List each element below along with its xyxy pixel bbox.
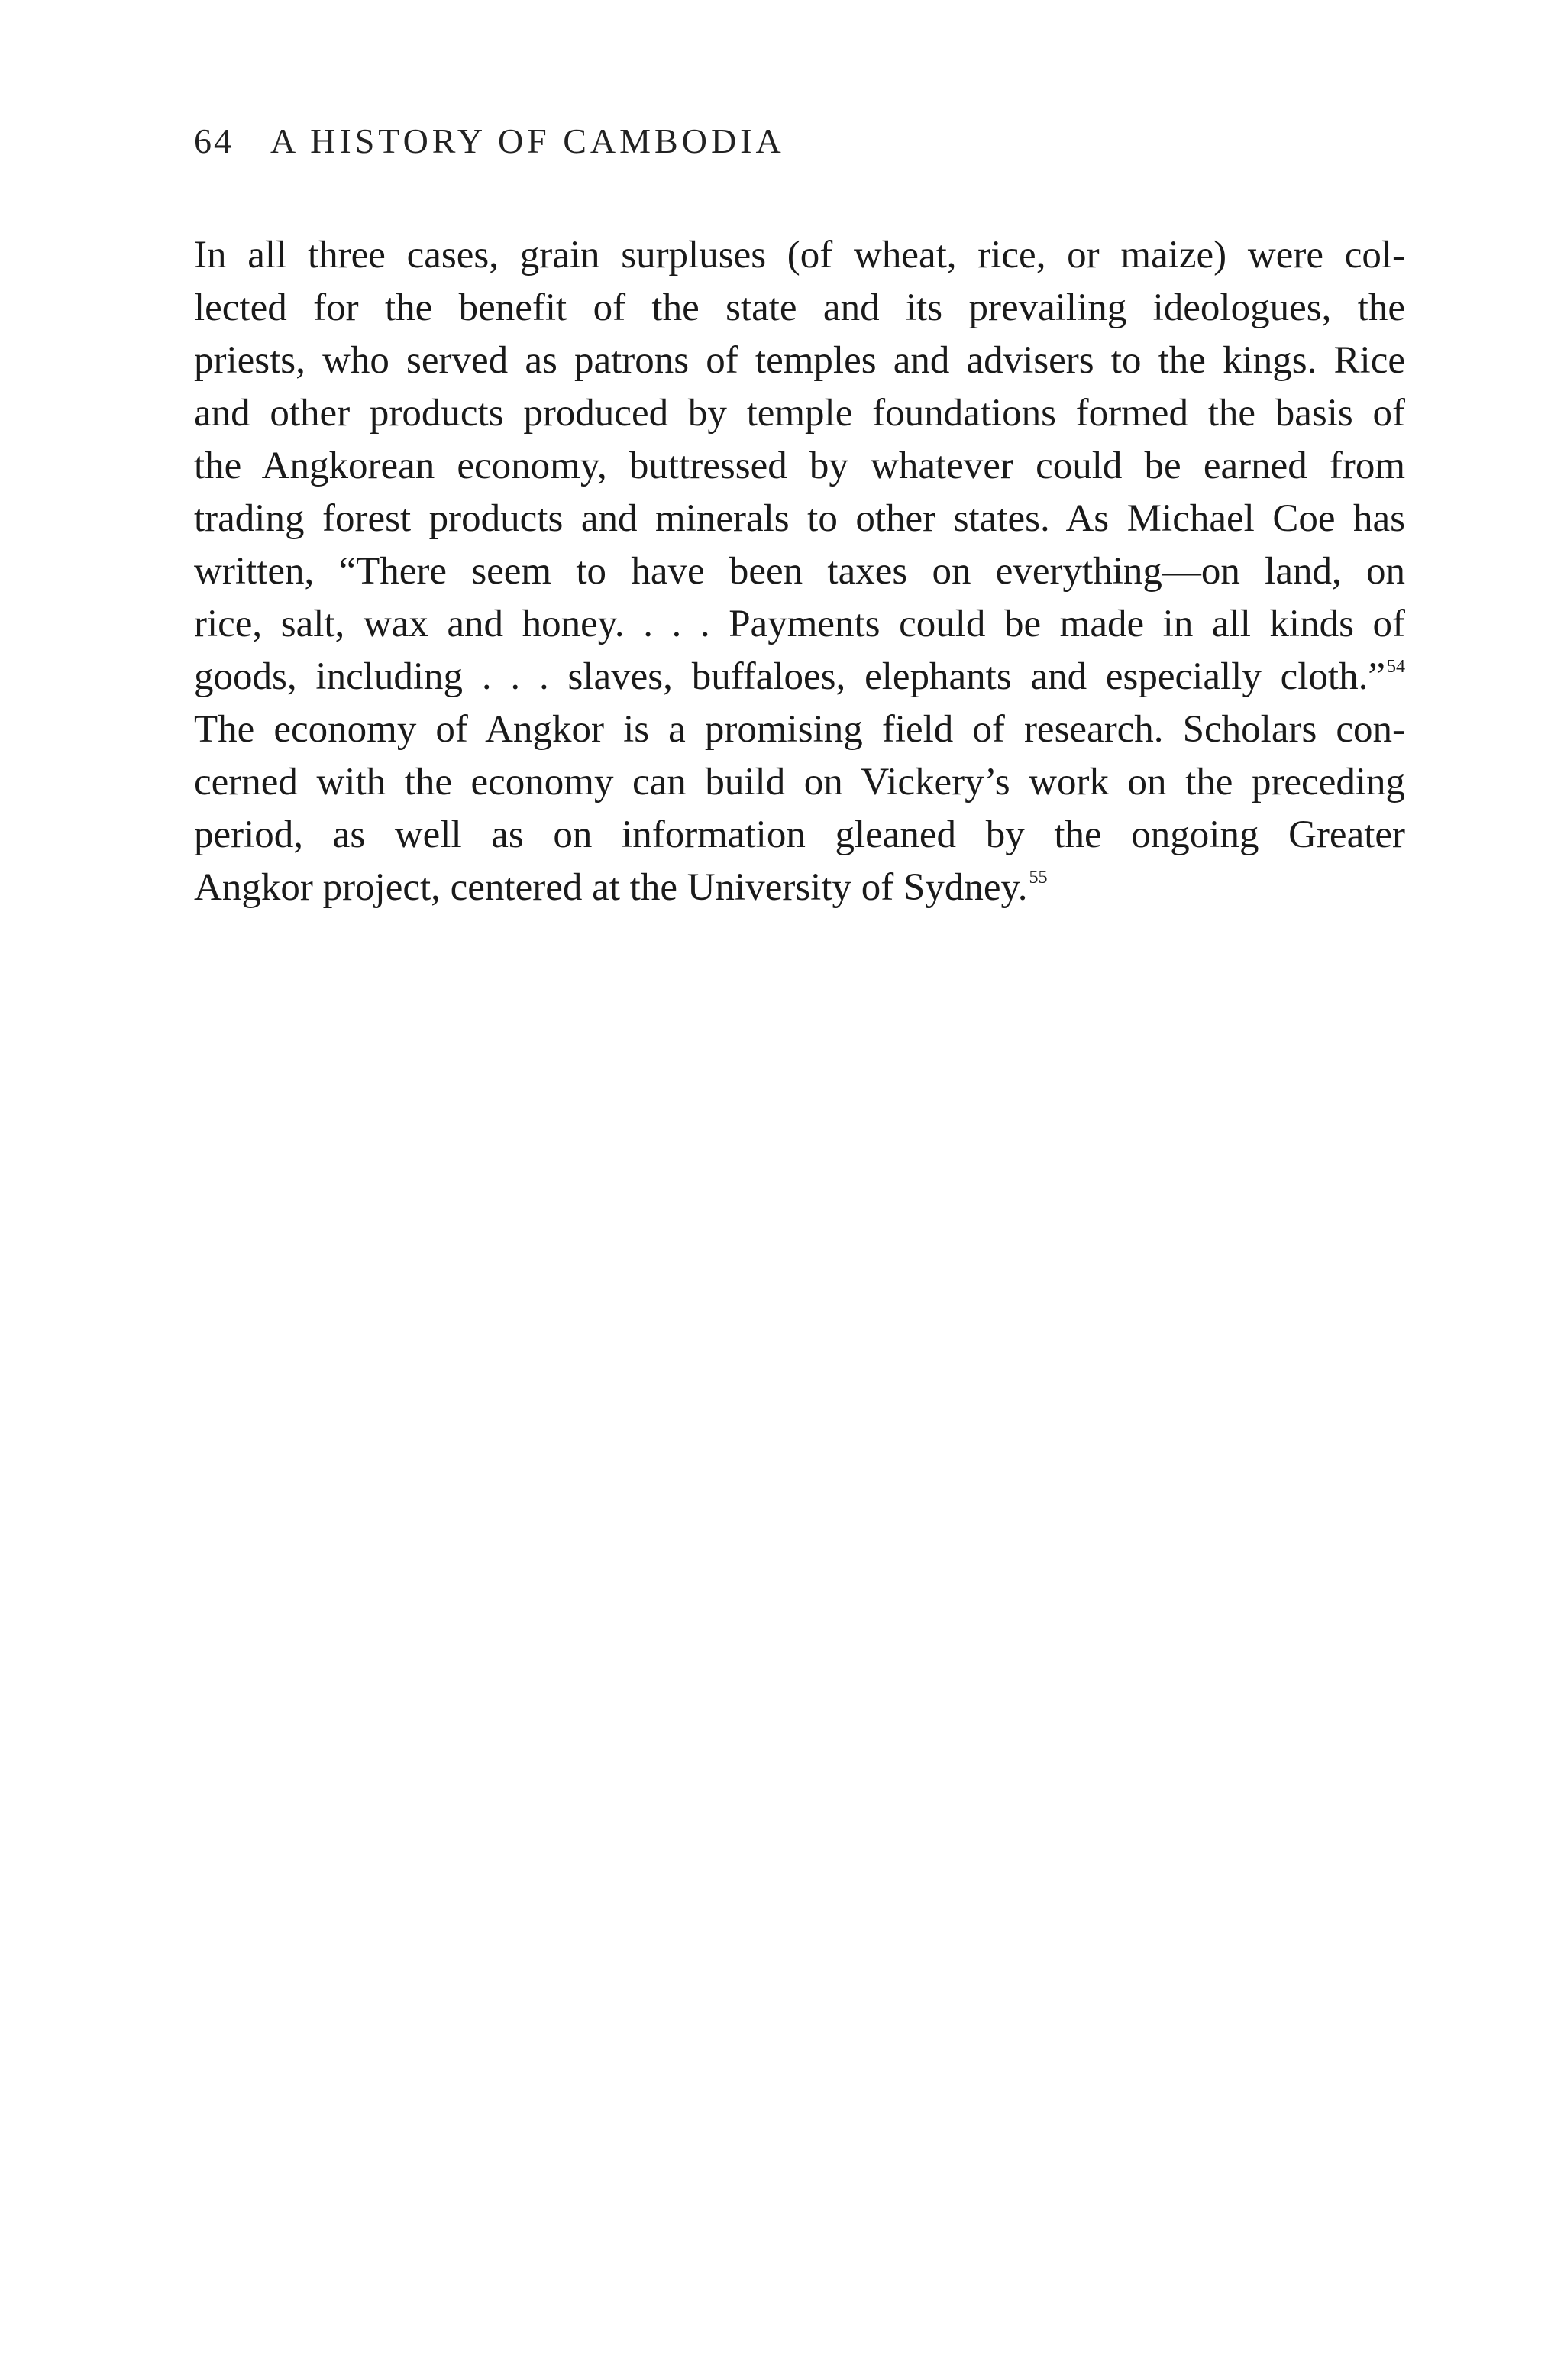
text-line bbox=[194, 651, 1405, 703]
text-line: cerned with the economy can build on Vickery’s work on the preceding bbox=[194, 761, 1405, 804]
footnote-marker-54[interactable]: 54 bbox=[1387, 657, 1405, 677]
running-head bbox=[194, 121, 785, 160]
text-line-content: Angkor project, centered at the University of Sydney. bbox=[194, 866, 1028, 909]
body-paragraph bbox=[194, 229, 1405, 914]
text-line: rice, salt, wax and honey. . . . Payments could be made in all kinds of bbox=[194, 603, 1405, 645]
text-line: period, as well as on information gleaned by the ongoing Greater bbox=[194, 813, 1405, 856]
text-line: In all three cases, grain surpluses (of wheat, rice, or maize) were col- bbox=[194, 234, 1405, 276]
text-line bbox=[194, 862, 1405, 914]
text-line: the Angkorean economy, buttressed by whatever could be earned from bbox=[194, 445, 1405, 487]
text-line: lected for the benefit of the state and its prevailing ideologues, the bbox=[194, 286, 1405, 329]
footnote-marker-55[interactable]: 55 bbox=[1029, 868, 1048, 888]
text-line: written, “There seem to have been taxes on everything—on land, on bbox=[194, 550, 1405, 593]
text-line: trading forest products and minerals to other states. As Michael Coe has bbox=[194, 497, 1405, 540]
text-line: priests, who served as patrons of temples and advisers to the kings. Rice bbox=[194, 339, 1405, 382]
page-number: 64 bbox=[194, 121, 234, 160]
text-line-content: goods, including . . . slaves, buffaloes, elephants and especially cloth.” bbox=[194, 655, 1385, 698]
text-line: The economy of Angkor is a promising field of research. Scholars con- bbox=[194, 708, 1405, 751]
text-line: and other products produced by temple foundations formed the basis of bbox=[194, 392, 1405, 435]
book-title: A HISTORY OF CAMBODIA bbox=[270, 121, 785, 160]
